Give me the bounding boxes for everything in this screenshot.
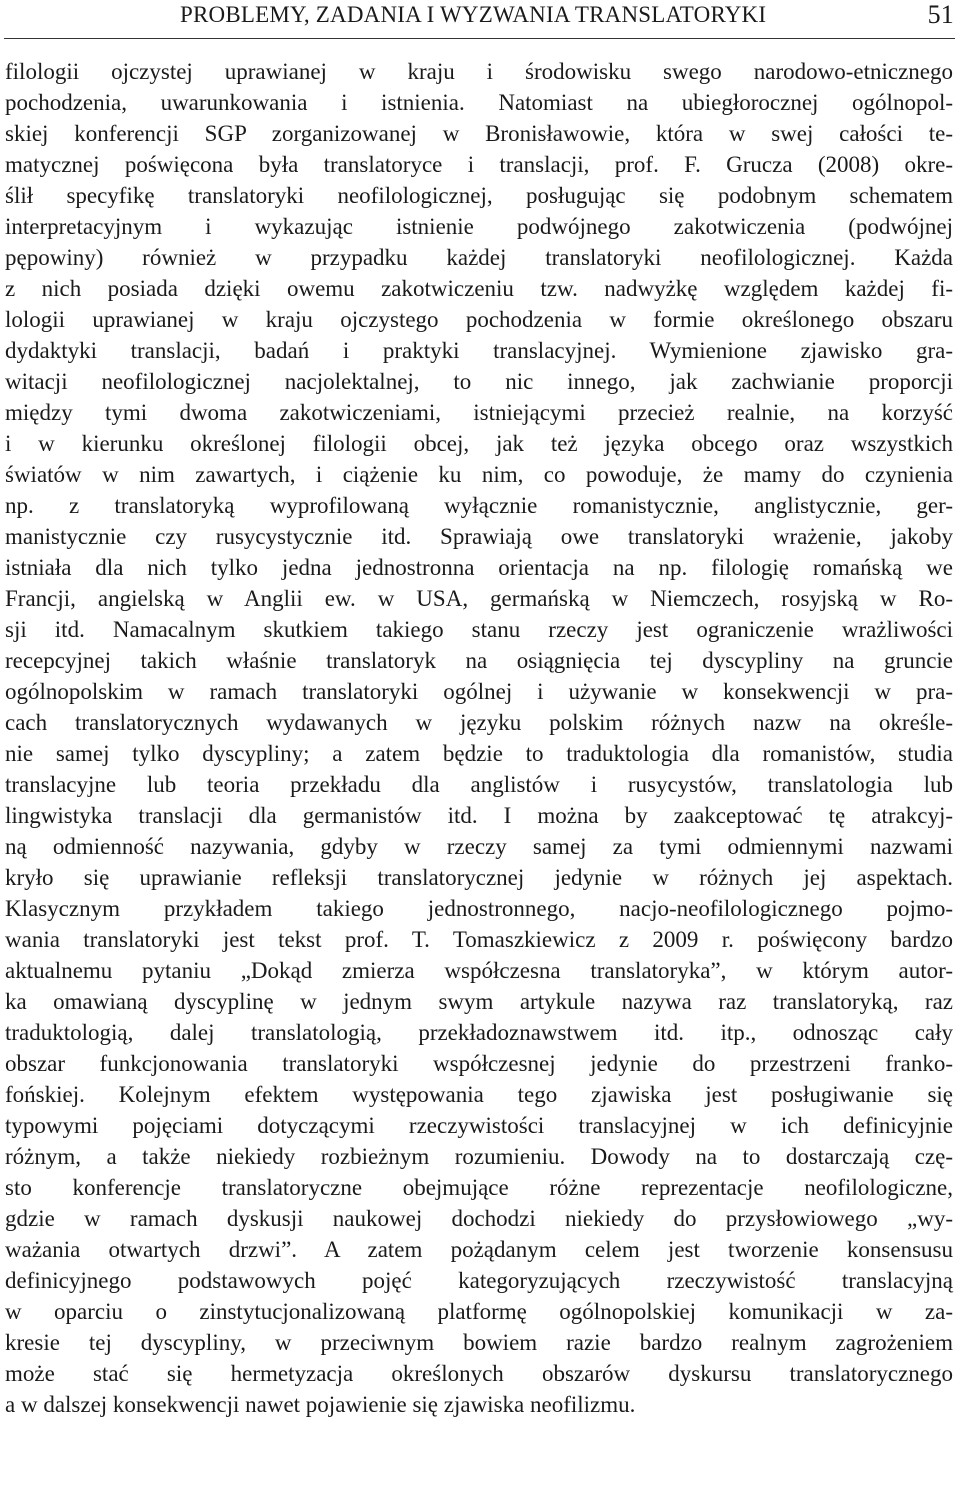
page-number: 51	[927, 0, 954, 29]
text-line: Klasycznym przykładem takiego jednostronnego, nacjo-neofilologicznego pojmo-	[5, 896, 953, 921]
text-line: manistycznie czy rusycystycznie itd. Sprawiają owe translatoryki wrażenie, jakoby	[5, 524, 953, 549]
text-line: kresie tej dyscypliny, w przeciwnym bowiem razie bardzo realnym zagrożeniem	[5, 1330, 953, 1355]
text-line: może stać się hermetyzacja określonych obszarów dyskursu translatorycznego	[5, 1361, 953, 1386]
header-rule	[4, 38, 955, 39]
text-line: w oparciu o zinstytucjonalizowaną platformę ogólnopolskiej komunikacji w za-	[5, 1299, 953, 1324]
text-line: traduktologią, dalej translatologią, przekładoznawstwem itd. itp., odnosząc cały	[5, 1020, 953, 1045]
text-line: z nich posiada dzięki owemu zakotwiczeniu tzw. nadwyżkę względem każdej fi-	[5, 276, 953, 301]
text-line: sji itd. Namacalnym skutkiem takiego stanu rzeczy jest ograniczenie wrażliwości	[5, 617, 953, 642]
text-line: translacyjne lub teoria przekładu dla anglistów i rusycystów, translatologia lub	[5, 772, 953, 797]
text-line: a w dalszej konsekwencji nawet pojawienie się zjawiska neofilizmu.	[5, 1392, 636, 1417]
text-line: typowymi pojęciami dotyczącymi rzeczywistości translacyjnej w ich definicyjnie	[5, 1113, 953, 1138]
text-line: i w kierunku określonej filologii obcej, jak też języka obcego oraz wszystkich	[5, 431, 953, 456]
text-line: ważania otwartych drzwi”. A zatem pożądanym celem jest tworzenie konsensusu	[5, 1237, 953, 1262]
text-line: interpretacyjnym i wykazując istnienie podwójnego zakotwiczenia (podwójnej	[5, 214, 953, 239]
text-line: matycznej poświęcona była translatoryce i translacji, prof. F. Grucza (2008) okre-	[5, 152, 953, 177]
text-line: ogólnopolskim w ramach translatoryki ogólnej i używanie w konsekwencji w pra-	[5, 679, 953, 704]
text-line: ną odmienność nazywania, gdyby w rzeczy samej za tymi odmiennymi nazwami	[5, 834, 953, 859]
text-line: nie samej tylko dyscypliny; a zatem będzie to traduktologia dla romanistów, studia	[5, 741, 953, 766]
text-line: kryło się uprawianie refleksji translatorycznej jedynie w różnych jej aspektach.	[5, 865, 953, 890]
text-line: ślił specyfikę translatoryki neofilologicznej, posługując się podobnym schematem	[5, 183, 953, 208]
text-line: istniała dla nich tylko jedna jednostronna orientacja na np. filologię romańską we	[5, 555, 953, 580]
text-line: recepcyjnej takich właśnie translatoryk na osiągnięcia tej dyscypliny na gruncie	[5, 648, 953, 673]
text-line: sto konferencje translatoryczne obejmujące różne reprezentacje neofilologiczne,	[5, 1175, 953, 1200]
text-line: światów w nim zawartych, i ciążenie ku nim, co powoduje, że mamy do czynienia	[5, 462, 953, 487]
text-line: dydaktyki translacji, badań i praktyki translacyjnej. Wymienione zjawisko gra-	[5, 338, 953, 363]
text-line: wania translatoryki jest tekst prof. T. Tomaszkiewicz z 2009 r. poświęcony bardzo	[5, 927, 953, 952]
text-line: cach translatorycznych wydawanych w języku polskim różnych nazw na określe-	[5, 710, 953, 735]
running-head-title: PROBLEMY, ZADANIA I WYZWANIA TRANSLATORYKI	[180, 2, 767, 27]
text-line: między tymi dwoma zakotwiczeniami, istniejącymi przecież realnie, na korzyść	[5, 400, 953, 425]
text-line: witacji neofilologicznej nacjolektalnej, to nic innego, jak zachwianie proporcji	[5, 369, 953, 394]
text-line: pochodzenia, uwarunkowania i istnienia. Natomiast na ubiegłorocznej ogólnopol-	[5, 90, 953, 115]
text-line: lingwistyka translacji dla germanistów itd. I można by zaakceptować tę atrakcyj-	[5, 803, 953, 828]
text-line: fońskiej. Kolejnym efektem występowania tego zjawiska jest posługiwanie się	[5, 1082, 953, 1107]
text-line: różnym, a także niekiedy rozbieżnym rozumieniu. Dowody na to dostarczają czę-	[5, 1144, 953, 1169]
running-header	[180, 0, 954, 30]
text-line: obszar funkcjonowania translatoryki współczesnej jedynie do przestrzeni franko-	[5, 1051, 953, 1076]
text-line: gdzie w ramach dyskusji naukowej dochodzi niekiedy do przysłowiowego „wy-	[5, 1206, 953, 1231]
text-line: aktualnemu pytaniu „Dokąd zmierza współczesna translatoryka”, w którym autor-	[5, 958, 953, 983]
text-line: ka omawianą dyscyplinę w jednym swym artykule nazywa raz translatoryką, raz	[5, 989, 953, 1014]
text-line: lologii uprawianej w kraju ojczystego pochodzenia w formie określonego obszaru	[5, 307, 953, 332]
text-line: skiej konferencji SGP zorganizowanej w Bronisławowie, która w swej całości te-	[5, 121, 953, 146]
text-line: filologii ojczystej uprawianej w kraju i środowisku swego narodowo-etnicznego	[5, 59, 953, 84]
text-line: definicyjnego podstawowych pojęć kategoryzujących rzeczywistość translacyjną	[5, 1268, 953, 1293]
text-line: np. z translatoryką wyprofilowaną wyłącznie romanistycznie, anglistycznie, ger-	[5, 493, 953, 518]
text-line: pępowiny) również w przypadku każdej translatoryki neofilologicznej. Każda	[5, 245, 953, 270]
text-line: Francji, angielską w Anglii ew. w USA, germańską w Niemczech, rosyjską w Ro-	[5, 586, 953, 611]
